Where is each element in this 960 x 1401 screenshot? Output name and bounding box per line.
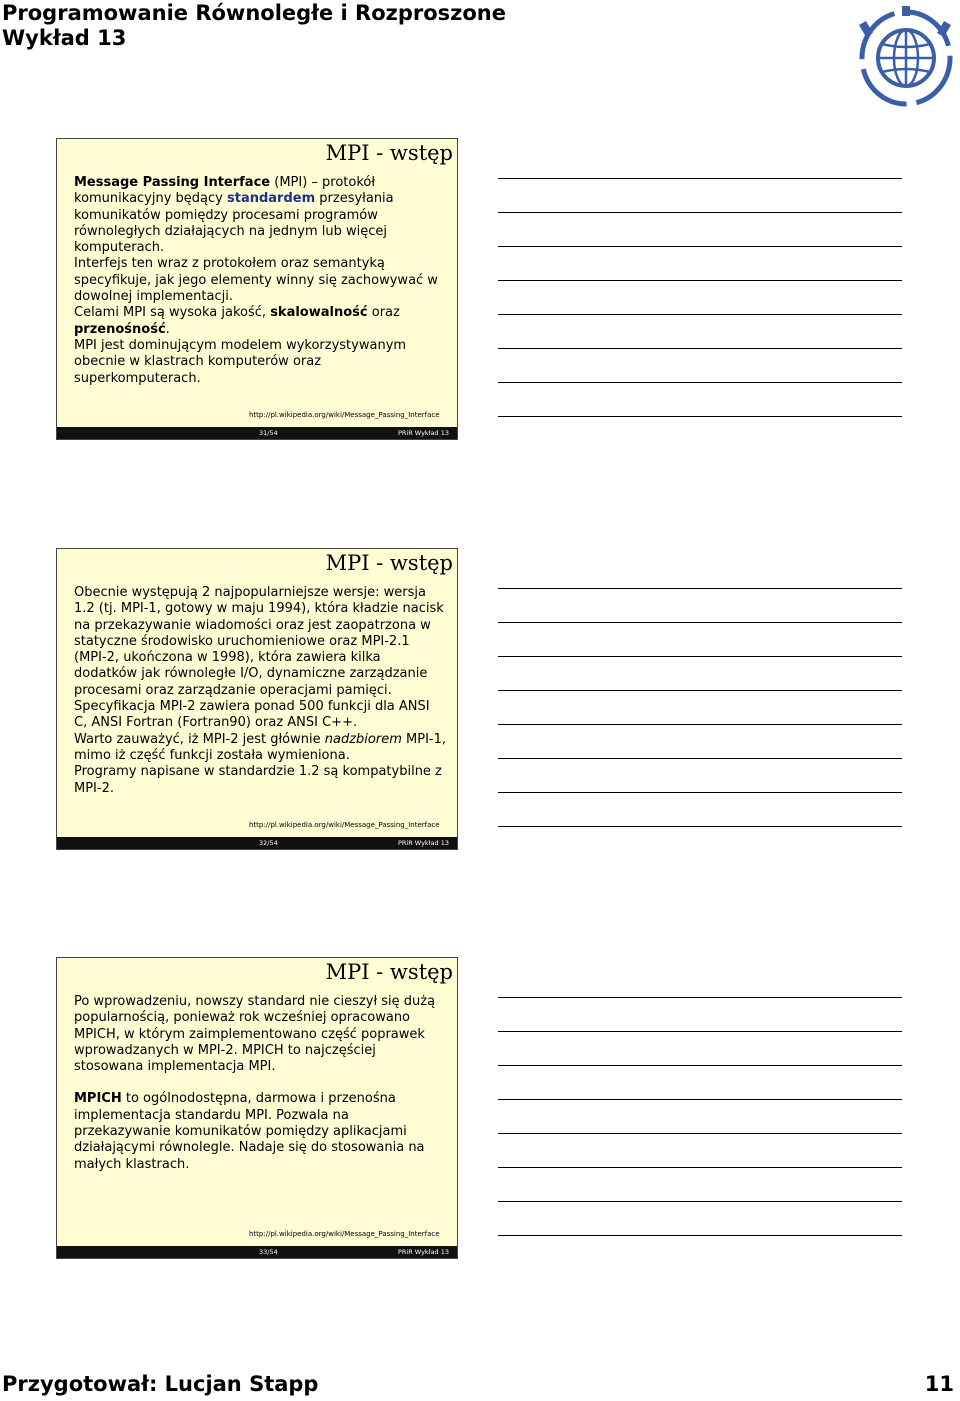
slide-title: MPI - wstęp	[325, 960, 453, 984]
slide-body	[74, 994, 446, 1173]
term-mpich: MPICH	[74, 1091, 122, 1107]
term-mpi: Message Passing Interface	[74, 175, 271, 190]
notes-lines-2	[498, 588, 902, 860]
paragraph-superset	[74, 732, 446, 765]
slide-33	[56, 957, 458, 1259]
university-logo-icon	[856, 2, 956, 110]
author-footer: Przygotował: Lucjan Stapp	[2, 1372, 319, 1396]
paragraph-mpi-definition	[74, 175, 446, 256]
notes-lines-3	[498, 997, 902, 1269]
paragraph-mpich-intro: Po wprowadzeniu, nowszy standard nie cieszył się dużą popularnością, ponieważ rok wcześniej opracowano MPICH, w którym zaimplementowano część poprawek wprowadzanych w MPI-2. MPICH to najczęściej stosowana implementacja MPI.	[74, 994, 436, 1075]
slide-title: MPI - wstęp	[325, 551, 453, 575]
slide-lecture-label: PRiR Wykład 13	[397, 839, 449, 847]
text: przesyłania komunikatów pomiędzy procesami programów równoległych działających na jednym lub więcej komputerach.	[74, 191, 394, 256]
paragraph-spec: Specyfikacja MPI-2 zawiera ponad 500 funkcji dla ANSI C, ANSI Fortran (Fortran90) oraz ANSI C++.	[74, 699, 430, 731]
paragraph-goals	[74, 305, 446, 338]
paragraph-versions: Obecnie występują 2 najpopularniejsze wersje: wersja 1.2 (tj. MPI-1, gotowy w maju 1994), która kładzie nacisk na przekazywanie wiadomości oraz jest zaopatrzona w statyczne środowisko uruchomieniowe oraz MPI-2.1 (MPI-2, ukończona w 1998), która zawiera kilka dodatków jak równoległe I/O, dynamiczne zarządzanie procesami oraz zarządzanie operacjami pamięci.	[74, 585, 444, 698]
slide-32	[56, 548, 458, 850]
text: Warto zauważyć, iż MPI-2 jest głównie	[74, 731, 325, 747]
document-title: Programowanie Równoległe i Rozproszone	[2, 1, 506, 25]
slide-number: 33/54	[259, 1248, 278, 1256]
slide-footer	[57, 837, 457, 849]
slide-number: 31/54	[259, 429, 278, 437]
text: Celami MPI są wysoka jakość,	[74, 305, 271, 321]
text: MPI-1, mimo iż część funkcji została wymieniona.	[74, 731, 446, 763]
slide-body	[74, 585, 446, 797]
source-link[interactable]: http://pl.wikipedia.org/wiki/Message_Passing_Interface	[249, 821, 440, 829]
text: oraz	[367, 305, 400, 321]
paragraph-usage: MPI jest dominującym modelem wykorzystywanym obecnie w klastrach komputerów oraz superkomputerach.	[74, 337, 407, 386]
slide-footer	[57, 427, 457, 439]
term-superset: nadzbiorem	[324, 731, 402, 747]
slide-lecture-label: PRiR Wykład 13	[397, 429, 449, 437]
paragraph-compat: Programy napisane w standardzie 1.2 są kompatybilne z MPI-2.	[74, 764, 442, 796]
slide-31	[56, 138, 458, 440]
text: (MPI) – protokół komunikacyjny będący	[74, 175, 376, 207]
term-portability: przenośność	[74, 321, 166, 337]
text: to ogólnodostępna, darmowa i przenośna implementacja standardu MPI. Pozwala na przekazywanie komunikatów pomiędzy aplikacjami działającymi równolegle. Nadaje się do stosowania na małych klastrach.	[74, 1091, 425, 1172]
slide-footer	[57, 1246, 457, 1258]
paragraph-interface: Interfejs ten wraz z protokołem oraz semantyką specyfikuje, jak jego elementy winny się zachowywać w dowolnej implementacji.	[74, 256, 438, 305]
paragraph-mpich	[74, 1091, 446, 1172]
lecture-title: Wykład 13	[2, 26, 127, 50]
term-standard: standardem	[227, 191, 316, 207]
source-link[interactable]: http://pl.wikipedia.org/wiki/Message_Passing_Interface	[249, 411, 440, 419]
source-link[interactable]: http://pl.wikipedia.org/wiki/Message_Passing_Interface	[249, 1230, 440, 1238]
slide-title: MPI - wstęp	[325, 141, 453, 165]
notes-lines-1	[498, 178, 902, 450]
slide-body	[74, 175, 446, 387]
page-number: 11	[924, 1372, 954, 1396]
term-scalability: skalowalność	[270, 305, 368, 321]
slide-number: 32/54	[259, 839, 278, 847]
slide-lecture-label: PRiR Wykład 13	[397, 1248, 449, 1256]
text: .	[165, 321, 170, 337]
